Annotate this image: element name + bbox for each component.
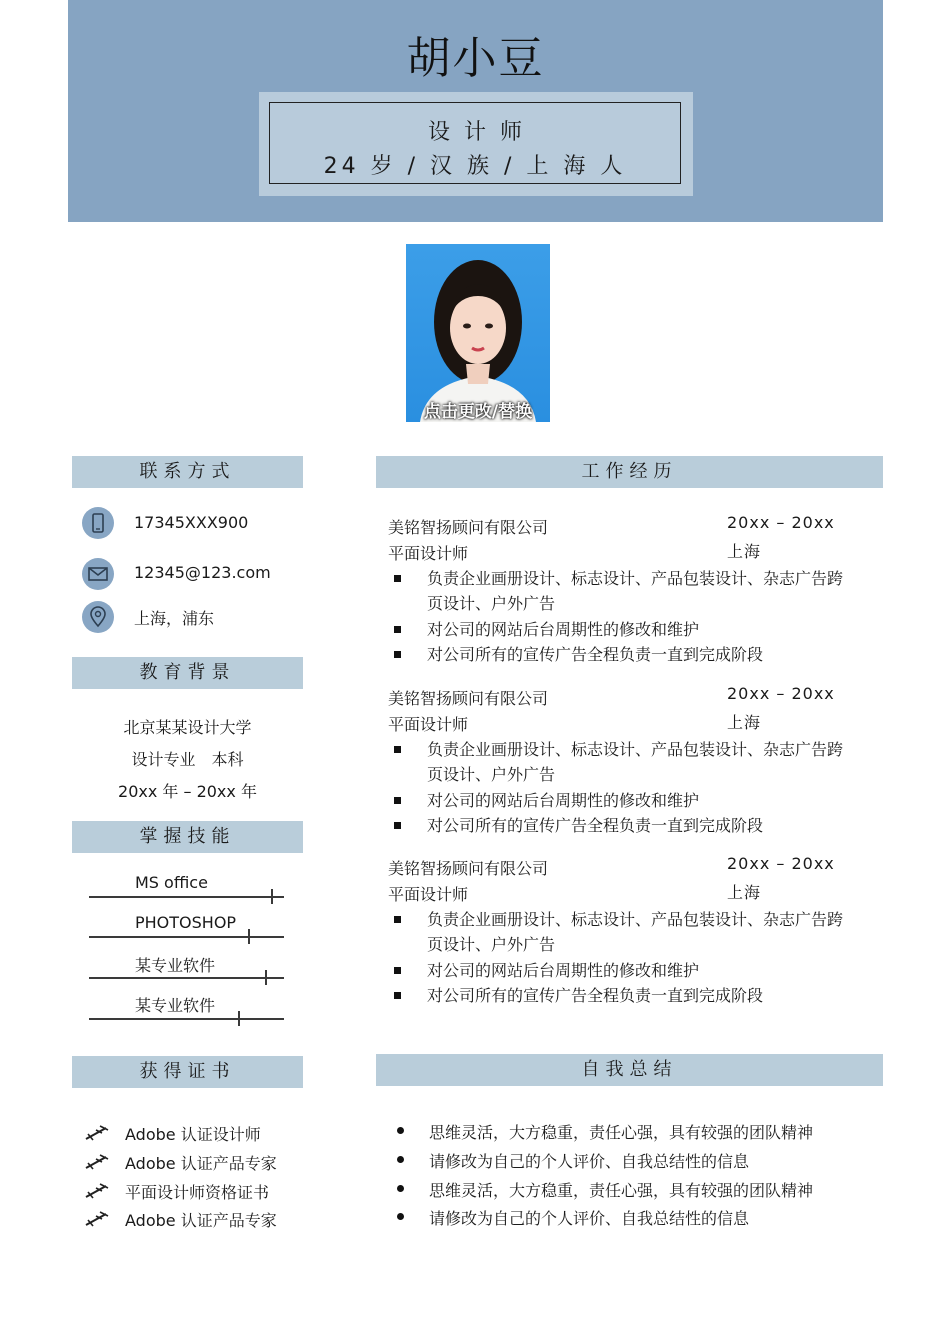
mail-icon: [82, 558, 114, 590]
job-company: 美铭智扬顾问有限公司: [388, 518, 549, 537]
bullet-marker: [394, 916, 401, 923]
skill-bar: [89, 1018, 284, 1020]
person-portrait-icon: [406, 244, 550, 422]
email-address: 12345@123.com: [134, 563, 271, 582]
summary-item: 思维灵活，大方稳重，责任心强，具有较强的团队精神: [429, 1181, 814, 1200]
skill-bar: [89, 896, 284, 898]
bullet-marker: [394, 797, 401, 804]
job-company: 美铭智扬顾问有限公司: [388, 689, 549, 708]
subtitle-frame: [259, 92, 693, 196]
summary-item: 请修改为自己的个人评价、自我总结性的信息: [429, 1152, 750, 1171]
job-company: 美铭智扬顾问有限公司: [388, 859, 549, 878]
certificate-item: Adobe 认证产品专家: [125, 1154, 277, 1173]
certificate-icon: [84, 1153, 110, 1171]
education-section-title: 教育背景: [72, 657, 303, 689]
education-period: 20xx 年 – 20xx 年: [118, 782, 257, 801]
skill-level-marker: [265, 970, 267, 985]
bullet-marker: [397, 1185, 404, 1192]
summary-item: 请修改为自己的个人评价、自我总结性的信息: [429, 1209, 750, 1228]
job-city: 上海: [727, 713, 762, 732]
job-date: 20xx – 20xx: [727, 684, 835, 703]
job-date: 20xx – 20xx: [727, 513, 835, 532]
skill-level-marker: [271, 889, 273, 904]
job-city: 上海: [727, 542, 762, 561]
profile-photo[interactable]: [406, 244, 550, 422]
photo-change-caption: 点击更改/替换: [423, 402, 533, 422]
certificate-item: Adobe 认证设计师: [125, 1125, 261, 1144]
bullet-marker: [394, 967, 401, 974]
certificate-item: 平面设计师资格证书: [125, 1183, 270, 1202]
job-duty: 对公司所有的宣传广告全程负责一直到完成阶段: [427, 986, 764, 1005]
skill-bar: [89, 977, 284, 979]
bullet-marker: [394, 992, 401, 999]
job-position: 平面设计师: [388, 885, 469, 904]
certificate-icon: [84, 1182, 110, 1200]
job-city: 上海: [727, 883, 762, 902]
skill-label: 某专业软件: [135, 996, 216, 1015]
job-duty: 负责企业画册设计、标志设计、产品包装设计、杂志广告跨页设计、户外广告: [427, 910, 844, 954]
contact-section-title: 联系方式: [72, 456, 303, 488]
job-duty: 对公司的网站后台周期性的修改和维护: [427, 791, 700, 810]
summary-section-title: 自我总结: [376, 1054, 883, 1086]
bullet-marker: [394, 822, 401, 829]
summary-item: 思维灵活，大方稳重，责任心强，具有较强的团队精神: [429, 1123, 814, 1142]
job-duty: 对公司所有的宣传广告全程负责一直到完成阶段: [427, 816, 764, 835]
phone-number: 17345XXX900: [134, 513, 249, 532]
certificate-icon: [84, 1210, 110, 1228]
skills-section-title: 掌握技能: [72, 821, 303, 853]
skill-level-marker: [248, 929, 250, 944]
job-duty: 负责企业画册设计、标志设计、产品包装设计、杂志广告跨页设计、户外广告: [427, 569, 844, 613]
certificates-section-title: 获得证书: [72, 1056, 303, 1088]
bullet-marker: [397, 1213, 404, 1220]
bullet-marker: [394, 626, 401, 633]
job-duty: 对公司的网站后台周期性的修改和维护: [427, 620, 700, 639]
skill-label: 某专业软件: [135, 956, 216, 975]
job-position: 平面设计师: [388, 544, 469, 563]
job-position: 平面设计师: [388, 715, 469, 734]
skill-level-marker: [238, 1011, 240, 1026]
job-duty: 对公司所有的宣传广告全程负责一直到完成阶段: [427, 645, 764, 664]
bullet-marker: [394, 746, 401, 753]
school-name: 北京某某设计大学: [123, 718, 252, 737]
phone-icon: [82, 507, 114, 539]
work-section-title: 工作经历: [376, 456, 883, 488]
bullet-marker: [397, 1156, 404, 1163]
job-role: 设计师: [427, 120, 536, 145]
location-icon: [82, 601, 114, 633]
job-duty: 对公司的网站后台周期性的修改和维护: [427, 961, 700, 980]
header-banner: [68, 0, 883, 222]
major-degree: 设计专业 本科: [131, 750, 244, 769]
job-date: 20xx – 20xx: [727, 854, 835, 873]
person-name: 胡小豆: [406, 33, 545, 84]
address: 上海，浦东: [134, 609, 215, 628]
skill-label: MS office: [135, 873, 208, 892]
job-duty: 负责企业画册设计、标志设计、产品包装设计、杂志广告跨页设计、户外广告: [427, 740, 844, 784]
bullet-marker: [397, 1127, 404, 1134]
certificate-icon: [84, 1124, 110, 1142]
certificate-item: Adobe 认证产品专家: [125, 1211, 277, 1230]
bullet-marker: [394, 575, 401, 582]
skill-label: PHOTOSHOP: [135, 913, 237, 932]
personal-info: 24 岁 / 汉 族 / 上 海 人: [323, 154, 627, 179]
skill-bar: [89, 936, 284, 938]
subtitle-box: [269, 102, 681, 184]
bullet-marker: [394, 651, 401, 658]
